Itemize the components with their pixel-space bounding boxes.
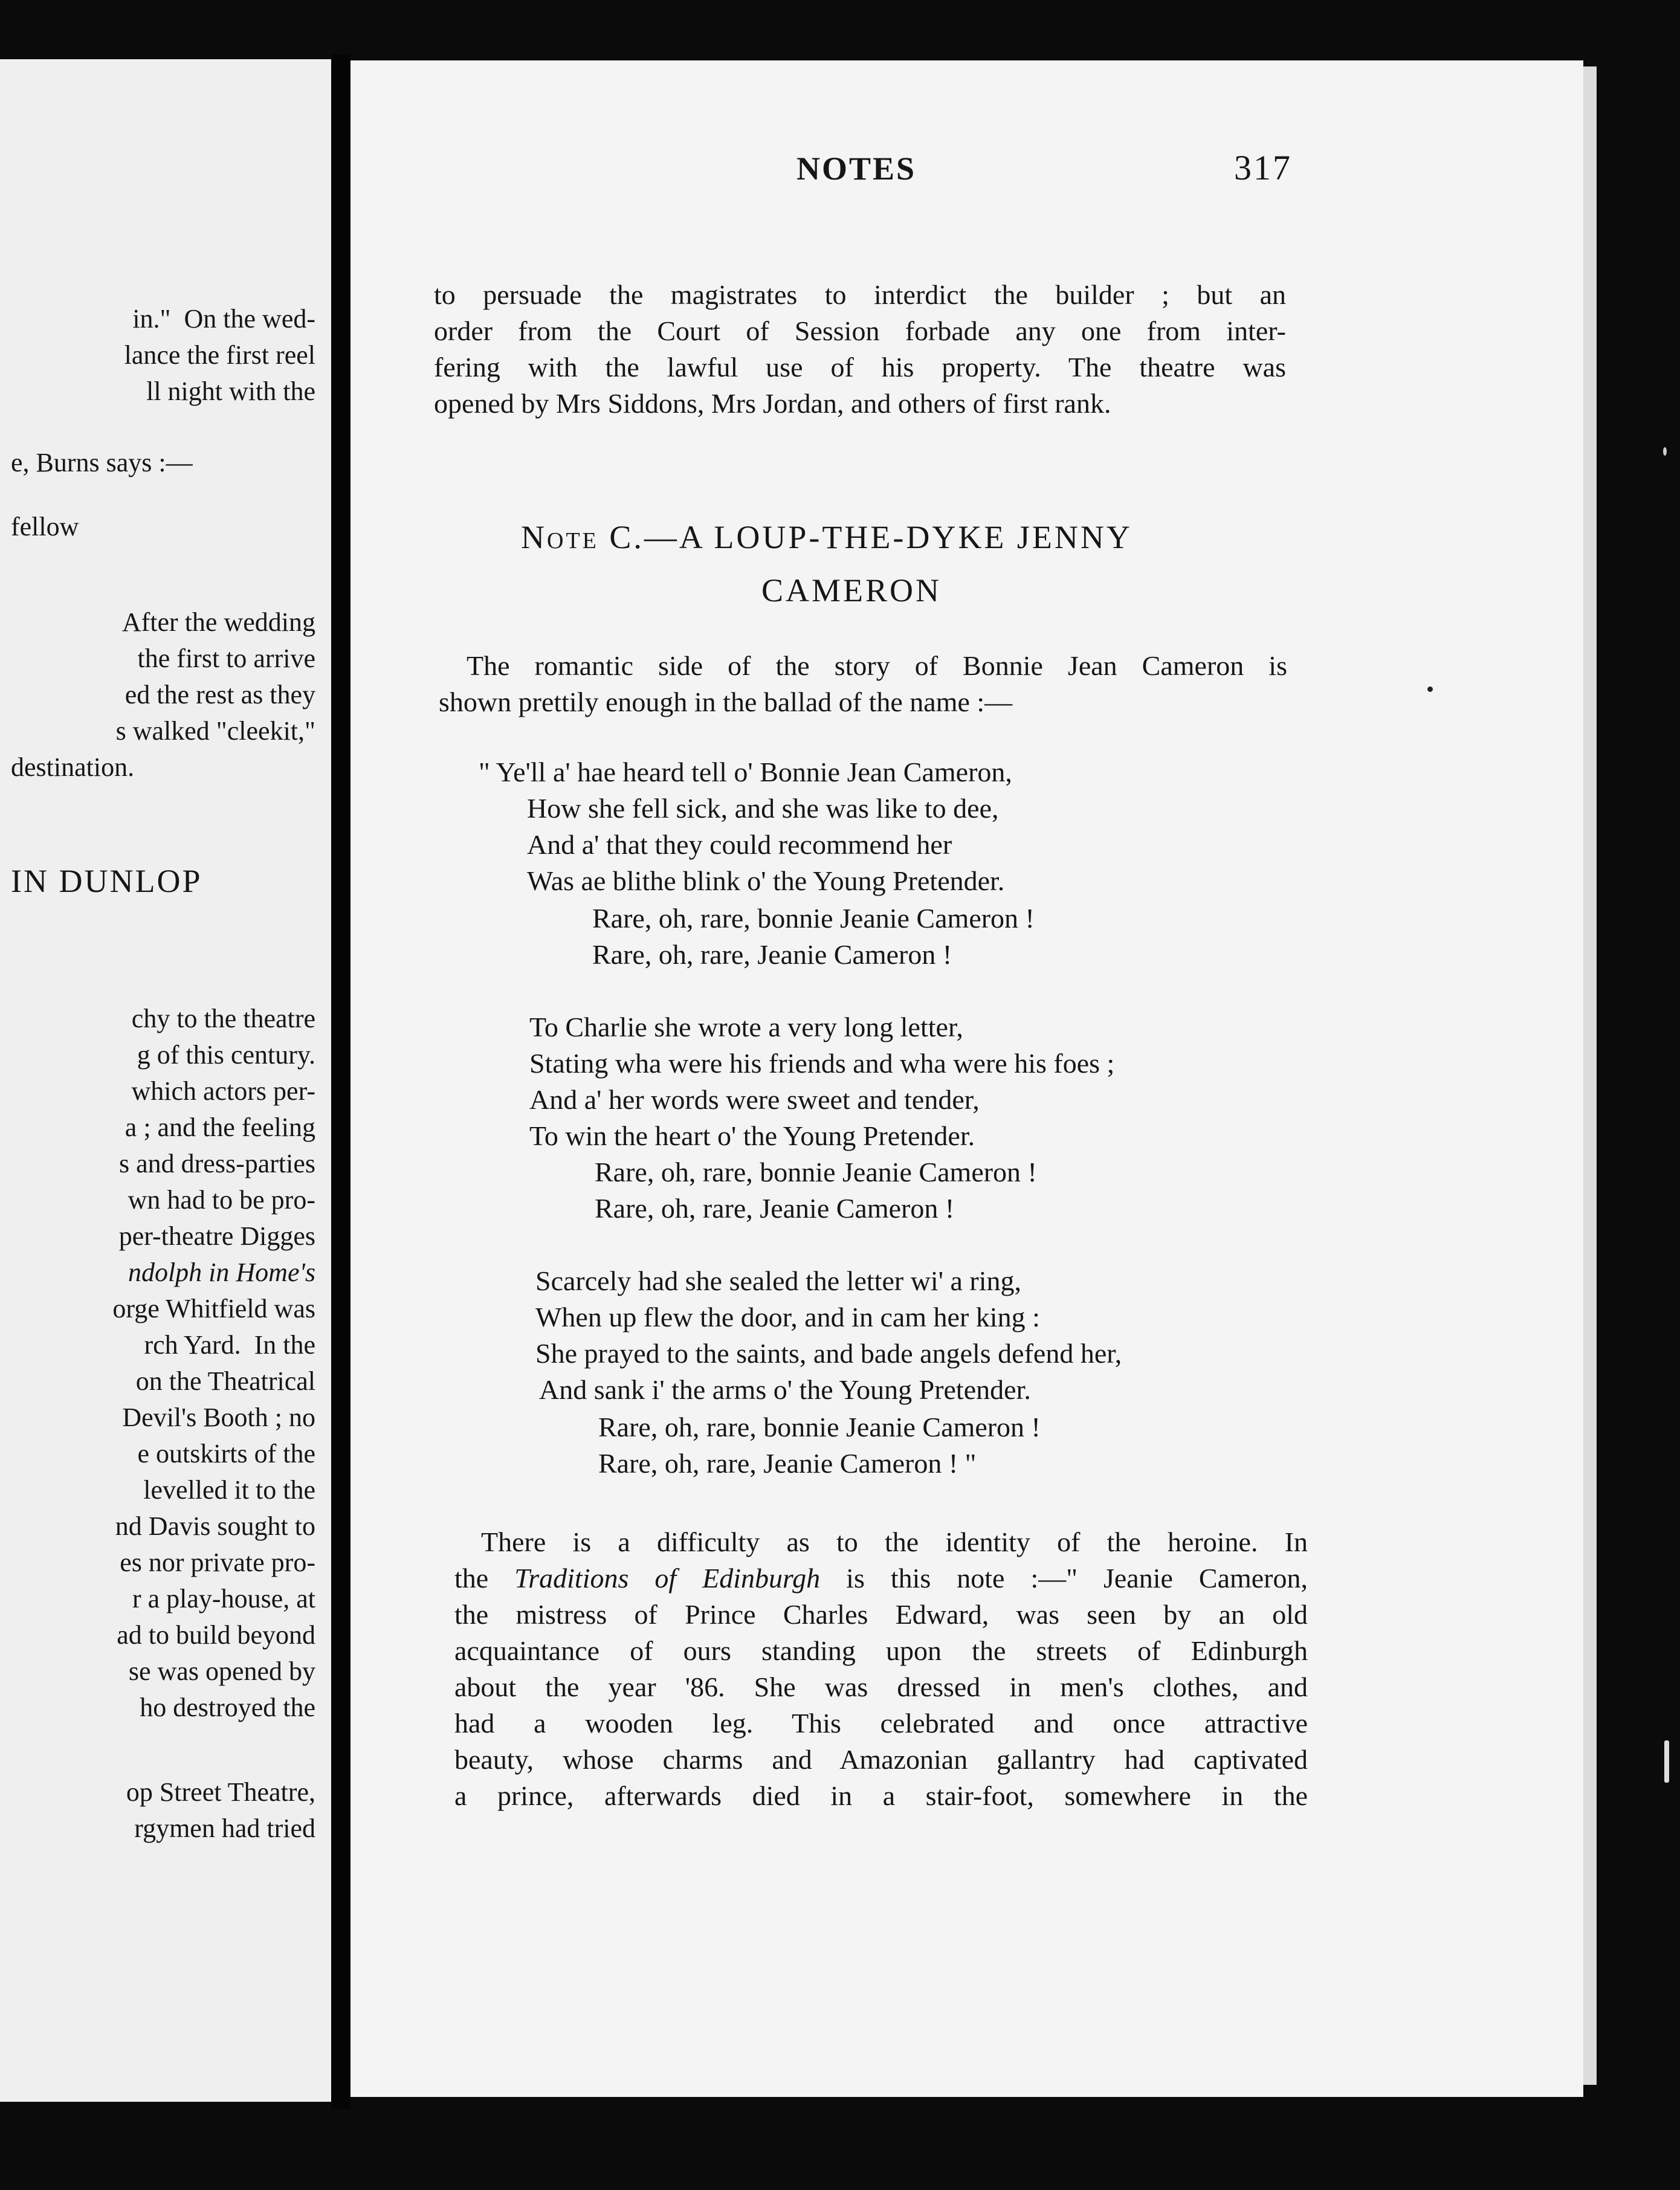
left-page-line: op Street Theatre, [126, 1777, 315, 1807]
text-line: the mistress of Prince Charles Edward, was seen by an old [454, 1599, 1308, 1630]
text-line: beauty, whose charms and Amazonian gallantry had captivated [454, 1744, 1308, 1775]
text-line [454, 1560, 1308, 1597]
verse-line: And a' that they could recommend her [527, 829, 952, 860]
verse-refrain: Rare, oh, rare, bonnie Jeanie Cameron ! [592, 903, 1035, 934]
verse-line: Was ae blithe blink o' the Young Pretender. [527, 865, 1005, 896]
note-heading-title: C.—A LOUP-THE-DYKE JENNY [598, 519, 1132, 555]
left-page-line: Devil's Booth ; no [122, 1403, 315, 1432]
text-line: The romantic side of the story of Bonnie Jean Cameron is [467, 650, 1287, 681]
note-heading-prefix: Note [521, 519, 599, 555]
running-head [434, 150, 1292, 204]
verse-refrain: Rare, oh, rare, Jeanie Cameron ! [592, 939, 952, 970]
scan-speck [1427, 686, 1433, 692]
verse-refrain: Rare, oh, rare, Jeanie Cameron ! " [598, 1448, 977, 1479]
text-line: about the year '86. She was dressed in men's clothes, and [454, 1672, 1308, 1702]
verse-line: To Charlie she wrote a very long letter, [529, 1012, 963, 1042]
closing-paragraph [454, 1524, 1308, 1814]
left-page-line: nd Davis sought to [115, 1511, 315, 1541]
left-page-line: r a play-house, at [132, 1584, 315, 1613]
left-page-heading: IN DUNLOP [11, 863, 202, 899]
verse-refrain: Rare, oh, rare, Jeanie Cameron ! [595, 1193, 955, 1224]
scan-speck [1663, 447, 1667, 456]
intro-paragraph [439, 648, 1287, 720]
left-page-line: g of this century. [137, 1040, 315, 1070]
note-heading-line-2: CAMERON [761, 572, 942, 609]
left-page-line: e, Burns says :— [11, 448, 193, 477]
text-fragment: the [454, 1563, 515, 1594]
page-edge [1583, 66, 1597, 2085]
left-page-line: ho destroyed the [140, 1693, 315, 1722]
text-line: to persuade the magistrates to interdict the builder ; but an [434, 279, 1286, 310]
left-page-line: lance the first reel [124, 340, 315, 370]
verse-line: She prayed to the saints, and bade angels defend her, [535, 1338, 1122, 1369]
left-page-line: s and dress-parties [118, 1149, 315, 1178]
verse-line: To win the heart o' the Young Pretender. [529, 1120, 975, 1151]
opening-paragraph [434, 277, 1286, 422]
left-page-line: ll night with the [146, 376, 315, 406]
left-page-line: the first to arrive [137, 644, 315, 673]
left-page-line: levelled it to the [143, 1475, 315, 1505]
left-page-line: s walked "cleekit," [115, 716, 315, 746]
text-line: fering with the lawful use of his property. The theatre was [434, 352, 1286, 383]
page-number: 317 [1234, 148, 1292, 187]
left-page-line: ed the rest as they [124, 680, 315, 709]
text-line: opened by Mrs Siddons, Mrs Jordan, and others of first rank. [434, 388, 1111, 419]
left-page-line: rgymen had tried [134, 1814, 315, 1843]
verse-line: And a' her words were sweet and tender, [529, 1084, 980, 1115]
left-page-line: per-theatre Digges [118, 1221, 315, 1251]
text-line: acquaintance of ours standing upon the streets of Edinburgh [454, 1635, 1308, 1666]
verse-line: How she fell sick, and she was like to dee, [527, 793, 999, 824]
book-title-italic: Traditions of Edinburgh [514, 1563, 821, 1594]
left-page-line: e outskirts of the [137, 1439, 315, 1468]
book-gutter [331, 54, 351, 2109]
left-page-line: destination. [11, 752, 135, 782]
running-head-title: NOTES [796, 150, 917, 187]
scan-speck [1664, 1740, 1669, 1783]
text-line: had a wooden leg. This celebrated and once attractive [454, 1708, 1308, 1739]
left-page-line: wn had to be pro- [128, 1185, 315, 1215]
verse-line: " Ye'll a' hae heard tell o' Bonnie Jean Cameron, [479, 757, 1012, 787]
note-heading-line-1 [521, 518, 1132, 556]
verse-line: Scarcely had she sealed the letter wi' a ring, [535, 1265, 1022, 1296]
text-fragment: is this note :—" Jeanie Cameron, [820, 1563, 1308, 1594]
left-page-line: chy to the theatre [131, 1004, 315, 1033]
left-page-line: in." On the wed- [132, 304, 315, 334]
verse-line: Stating wha were his friends and wha were his foes ; [529, 1048, 1115, 1079]
text-line: shown prettily enough in the ballad of the name :— [439, 686, 1013, 717]
verse-refrain: Rare, oh, rare, bonnie Jeanie Cameron ! [595, 1157, 1037, 1187]
left-page-line: es nor private pro- [120, 1548, 315, 1577]
left-page-line: ndolph in Home's [128, 1258, 315, 1287]
left-page-line: on the Theatrical [135, 1366, 315, 1396]
left-facing-page [0, 59, 331, 2102]
verse-line: And sank i' the arms o' the Young Pretender. [539, 1374, 1031, 1405]
verse-line: When up flew the door, and in cam her king : [535, 1302, 1040, 1332]
left-page-line: ad to build beyond [117, 1620, 315, 1650]
left-page-line: a ; and the feeling [124, 1113, 315, 1142]
text-line: a prince, afterwards died in a stair-foot, somewhere in the [454, 1780, 1308, 1811]
left-page-line: After the wedding [121, 607, 315, 637]
verse-refrain: Rare, oh, rare, bonnie Jeanie Cameron ! [598, 1412, 1041, 1442]
text-line: order from the Court of Session forbade any one from inter- [434, 315, 1286, 346]
left-page-line: rch Yard. In the [144, 1330, 315, 1360]
left-page-line: orge Whitfield was [112, 1294, 315, 1323]
left-page-line: which actors per- [131, 1076, 315, 1106]
left-page-line: se was opened by [128, 1656, 315, 1686]
left-page-line: fellow [11, 512, 79, 541]
text-line: There is a difficulty as to the identity of the heroine. In [481, 1526, 1308, 1557]
